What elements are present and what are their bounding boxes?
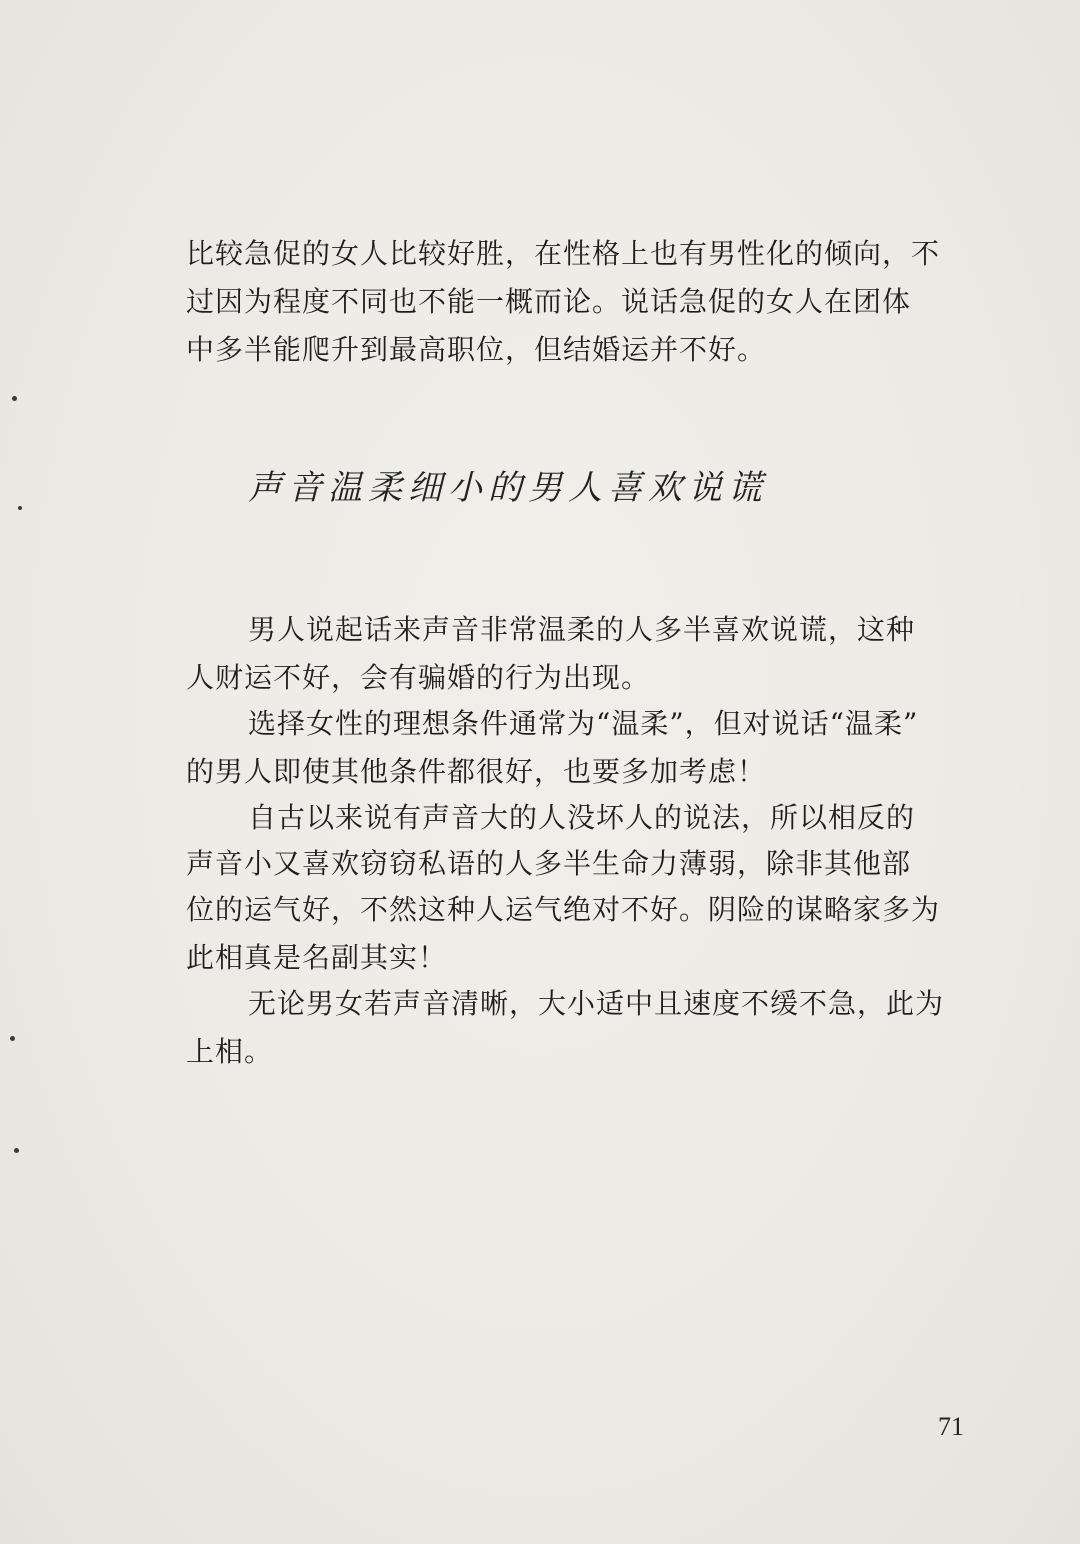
page-number: 71 xyxy=(938,1412,964,1441)
scan-speck xyxy=(14,1148,19,1153)
text-line: 声音小又喜欢窃窃私语的人多半生命力薄弱，除非其他部 xyxy=(186,847,912,880)
text-line: 上相。 xyxy=(186,1035,274,1068)
scan-speck xyxy=(10,1036,15,1041)
scan-speck xyxy=(12,396,17,401)
text-line: 无论男女若声音清晰，大小适中且速度不缓不急，此为 xyxy=(248,987,945,1020)
text-line: 男人说起话来声音非常温柔的人多半喜欢说谎，这种 xyxy=(248,613,916,646)
text-line: 人财运不好，会有骗婚的行为出现。 xyxy=(186,661,651,694)
text-line: 中多半能爬升到最高职位，但结婚运并不好。 xyxy=(186,333,767,366)
text-line: 过因为程度不同也不能一概而论。说话急促的女人在团体 xyxy=(186,285,912,318)
text-line: 位的运气好，不然这种人运气绝对不好。阴险的谋略家多为 xyxy=(186,893,941,926)
text-line: 此相真是名副其实！ xyxy=(186,941,448,974)
text-line: 自古以来说有声音大的人没坏人的说法，所以相反的 xyxy=(248,801,916,834)
text-line: 比较急促的女人比较好胜，在性格上也有男性化的倾向，不 xyxy=(186,237,941,270)
section-heading: 声音温柔细小的男人喜欢说谎 xyxy=(248,468,768,508)
text-line: 选择女性的理想条件通常为“温柔”，但对说话“温柔” xyxy=(248,707,919,740)
text-line: 的男人即使其他条件都很好，也要多加考虑！ xyxy=(186,755,767,788)
scan-speck xyxy=(18,506,22,510)
